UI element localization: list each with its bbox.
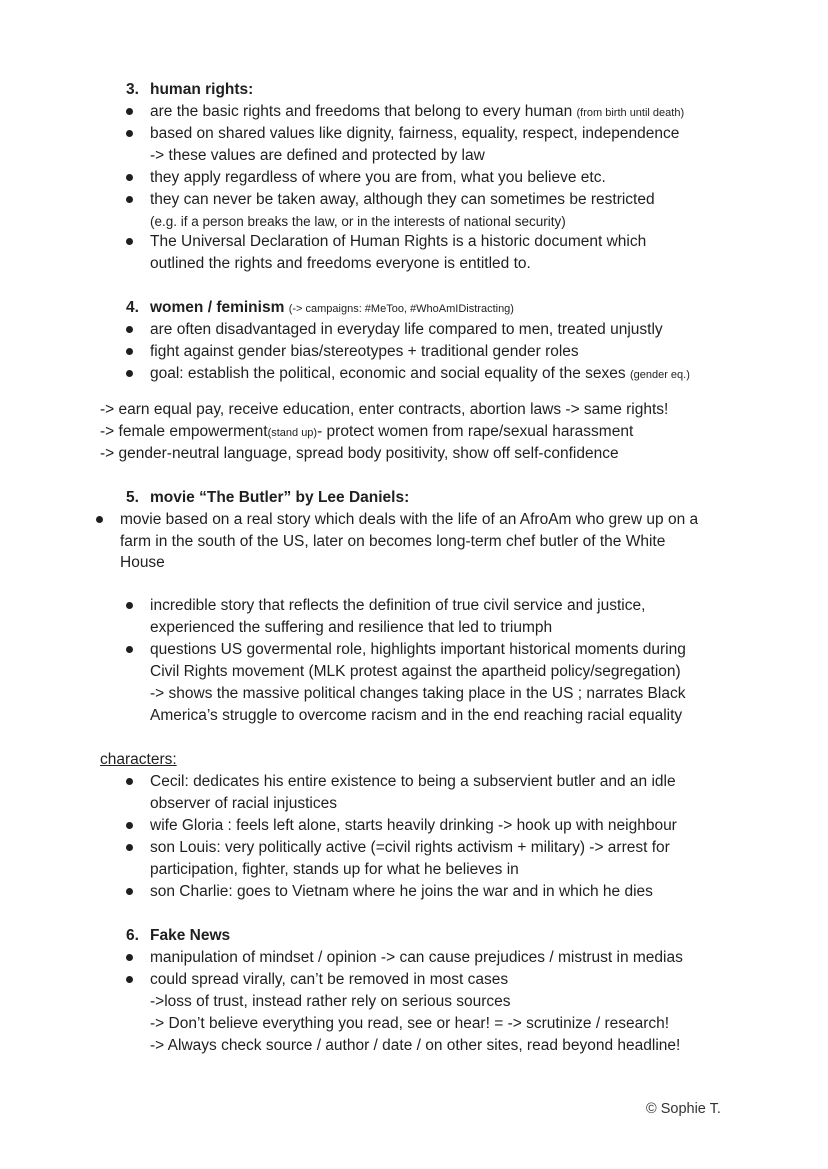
section-3-number: 3. <box>126 81 139 98</box>
bullet-icon <box>126 370 133 377</box>
list-item: they can never be taken away, although they can sometimes be restricted <box>150 191 655 208</box>
bullet-icon <box>96 516 103 523</box>
bullet-icon <box>126 602 133 609</box>
section-6-number: 6. <box>126 927 139 944</box>
list-item-continuation: experienced the suffering and resilience that led to triumph <box>150 619 553 636</box>
list-item: they apply regardless of where you are from, what you believe etc. <box>150 169 606 186</box>
list-item-continuation: outlined the rights and freedoms everyone is entitled to. <box>150 255 531 272</box>
section-6-heading <box>126 925 230 947</box>
list-item-continuation: ->loss of trust, instead rather rely on serious sources <box>150 993 511 1010</box>
bullet-icon <box>126 196 133 203</box>
list-item: questions US govermental role, highlights important historical moments during <box>150 641 686 658</box>
bullet-icon <box>126 888 133 895</box>
list-item-continuation: America’s struggle to overcome racism and in the end reaching racial equality <box>150 707 683 724</box>
list-item: incredible story that reflects the definition of true civil service and justice, <box>150 597 646 614</box>
list-item: wife Gloria : feels left alone, starts heavily drinking -> hook up with neighbour <box>150 817 677 834</box>
list-item-continuation: House <box>120 554 165 571</box>
section-4-title: women / feminism <box>150 299 285 316</box>
list-item: Cecil: dedicates his entire existence to being a subservient butler and an idle <box>150 773 676 790</box>
bullet-icon <box>126 108 133 115</box>
list-item: The Universal Declaration of Human Rights is a historic document which <box>150 233 647 250</box>
bullet-icon <box>126 954 133 961</box>
list-item-continuation: (e.g. if a person breaks the law, or in the interests of national security) <box>150 214 566 229</box>
bullet-icon <box>126 844 133 851</box>
section-3-heading <box>126 79 253 101</box>
list-item-continuation: farm in the south of the US, later on becomes long-term chef butler of the White <box>120 533 666 550</box>
section-5-title: movie “The Butler” by Lee Daniels: <box>150 489 410 506</box>
list-item <box>150 101 684 123</box>
arrow-note: -> gender-neutral language, spread body positivity, show off self-confidence <box>100 445 619 462</box>
copyright-notice: © Sophie T. <box>646 1101 721 1117</box>
list-item: are often disadvantaged in everyday life compared to men, treated unjustly <box>150 321 663 338</box>
bullet-icon <box>126 238 133 245</box>
arrow-note: -> earn equal pay, receive education, enter contracts, abortion laws -> same rights! <box>100 401 669 418</box>
section-3-title: human rights: <box>150 81 254 98</box>
characters-label: characters: <box>100 751 177 768</box>
list-item: could spread virally, can’t be removed in most cases <box>150 971 509 988</box>
list-item-text: goal: establish the political, economic and social equality of the sexes <box>150 365 626 382</box>
bullet-icon <box>126 130 133 137</box>
section-4-note: (-> campaigns: #MeToo, #WhoAmIDistracting) <box>288 303 514 315</box>
list-item: son Charlie: goes to Vietnam where he joins the war and in which he dies <box>150 883 653 900</box>
section-4-number: 4. <box>126 299 139 316</box>
bullet-icon <box>126 348 133 355</box>
list-item: based on shared values like dignity, fairness, equality, respect, independence <box>150 125 680 142</box>
section-5-number: 5. <box>126 489 139 506</box>
bullet-icon <box>126 822 133 829</box>
list-item-continuation: participation, fighter, stands up for what he believes in <box>150 861 519 878</box>
list-item <box>150 363 690 385</box>
section-5-heading <box>126 487 409 509</box>
list-item-note: (from birth until death) <box>576 107 685 119</box>
section-4-heading <box>126 297 514 319</box>
list-item: manipulation of mindset / opinion -> can cause prejudices / mistrust in medias <box>150 949 683 966</box>
list-item-continuation: observer of racial injustices <box>150 795 337 812</box>
list-item-continuation: -> Don’t believe everything you read, see or hear! = -> scrutinize / research! <box>150 1015 670 1032</box>
arrow-note-small: (stand up) <box>267 427 318 439</box>
list-item-continuation: Civil Rights movement (MLK protest against the apartheid policy/segregation) <box>150 663 681 680</box>
list-item-continuation: -> shows the massive political changes taking place in the US ; narrates Black <box>150 685 686 702</box>
bullet-icon <box>126 976 133 983</box>
bullet-icon <box>126 646 133 653</box>
list-item-note: (gender eq.) <box>629 369 690 381</box>
list-item-continuation: -> Always check source / author / date / on other sites, read beyond headline! <box>150 1037 681 1054</box>
list-item-continuation: -> these values are defined and protected by law <box>150 147 485 164</box>
arrow-note-text: -> female empowerment <box>100 423 268 440</box>
bullet-icon <box>126 778 133 785</box>
list-item: movie based on a real story which deals with the life of an AfroAm who grew up on a <box>120 511 699 528</box>
section-6-title: Fake News <box>150 927 231 944</box>
arrow-note <box>100 421 633 443</box>
list-item-text: are the basic rights and freedoms that belong to every human <box>150 103 573 120</box>
bullet-icon <box>126 174 133 181</box>
list-item: son Louis: very politically active (=civil rights activism + military) -> arrest for <box>150 839 670 856</box>
arrow-note-text: - protect women from rape/sexual harassment <box>317 423 634 440</box>
bullet-icon <box>126 326 133 333</box>
list-item: fight against gender bias/stereotypes + traditional gender roles <box>150 343 579 360</box>
